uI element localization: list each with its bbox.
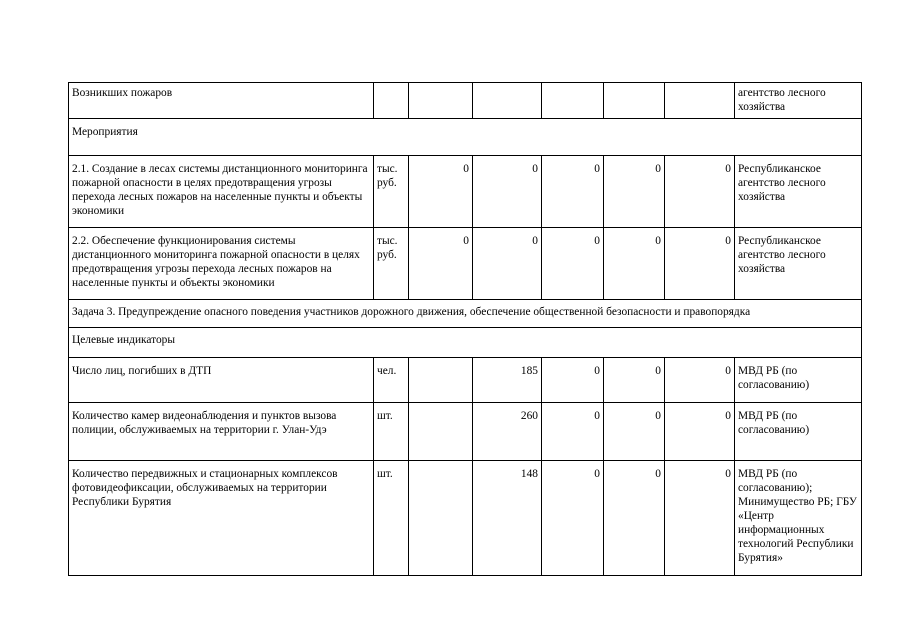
table-row: [69, 461, 862, 576]
value-cell: 0: [542, 156, 604, 228]
section-row: [69, 300, 862, 328]
value-cell: 0: [604, 228, 665, 300]
section-heading: Целевые индикаторы: [69, 328, 862, 358]
value-cell: 0: [665, 403, 735, 461]
table-row: [69, 156, 862, 228]
value-cell: 0: [473, 156, 542, 228]
unit-cell: тыс. руб.: [374, 228, 409, 300]
value-cell: [604, 83, 665, 119]
activity-name: 2.1. Создание в лесах системы дистанционного мониторинга пожарной опасности в целях предотвращения угрозы перехода лесных пожаров на населенные пункты и объекты экономики: [69, 156, 374, 228]
value-cell: [665, 83, 735, 119]
section-heading: Мероприятия: [69, 119, 862, 156]
value-cell: 185: [473, 358, 542, 403]
value-cell: 0: [542, 403, 604, 461]
unit-cell: чел.: [374, 358, 409, 403]
executor-cell: агентство лесного хозяйства: [735, 83, 862, 119]
value-cell: [473, 83, 542, 119]
activity-name: 2.2. Обеспечение функционирования системы дистанционного мониторинга пожарной опасности в целях предотвращения угрозы перехода лесных пожаров на населенные пункты и объекты экономики: [69, 228, 374, 300]
value-cell: 0: [604, 461, 665, 576]
value-cell: [542, 83, 604, 119]
table-row: [69, 228, 862, 300]
executor-cell: Республиканское агентство лесного хозяйства: [735, 228, 862, 300]
program-table: [68, 82, 862, 576]
value-cell: 0: [604, 403, 665, 461]
value-cell: 0: [665, 156, 735, 228]
value-cell: 0: [542, 358, 604, 403]
unit-cell: тыс. руб.: [374, 156, 409, 228]
value-cell: 0: [542, 461, 604, 576]
table-row: [69, 403, 862, 461]
indicator-name: Возникших пожаров: [69, 83, 374, 119]
value-cell: 0: [665, 358, 735, 403]
executor-cell: МВД РБ (по согласованию): [735, 358, 862, 403]
value-cell: 0: [409, 156, 473, 228]
value-cell: 0: [604, 156, 665, 228]
unit-cell: шт.: [374, 403, 409, 461]
indicator-name: Количество камер видеонаблюдения и пунктов вызова полиции, обслуживаемых на территории г. Улан-Удэ: [69, 403, 374, 461]
task-heading: Задача 3. Предупреждение опасного поведения участников дорожного движения, обеспечение общественной безопасности и правопорядка: [69, 300, 862, 328]
value-cell: 148: [473, 461, 542, 576]
section-row: [69, 119, 862, 156]
value-cell: 0: [604, 358, 665, 403]
executor-cell: МВД РБ (по согласованию); Минимущество РБ; ГБУ «Центр информационных технологий Республики Бурятия»: [735, 461, 862, 576]
value-cell: 0: [409, 228, 473, 300]
indicator-name: Количество передвижных и стационарных комплексов фотовидеофиксации, обслуживаемых на территории Республики Бурятия: [69, 461, 374, 576]
indicator-name: Число лиц, погибших в ДТП: [69, 358, 374, 403]
value-cell: 0: [473, 228, 542, 300]
executor-cell: Республиканское агентство лесного хозяйства: [735, 156, 862, 228]
table-row: [69, 358, 862, 403]
value-cell: 0: [665, 461, 735, 576]
unit-cell: [374, 83, 409, 119]
value-cell: 0: [665, 228, 735, 300]
value-cell: [409, 83, 473, 119]
value-cell: 260: [473, 403, 542, 461]
value-cell: [409, 461, 473, 576]
value-cell: 0: [542, 228, 604, 300]
value-cell: [409, 358, 473, 403]
section-row: [69, 328, 862, 358]
value-cell: [409, 403, 473, 461]
executor-cell: МВД РБ (по согласованию): [735, 403, 862, 461]
unit-cell: шт.: [374, 461, 409, 576]
table-row: [69, 83, 862, 119]
